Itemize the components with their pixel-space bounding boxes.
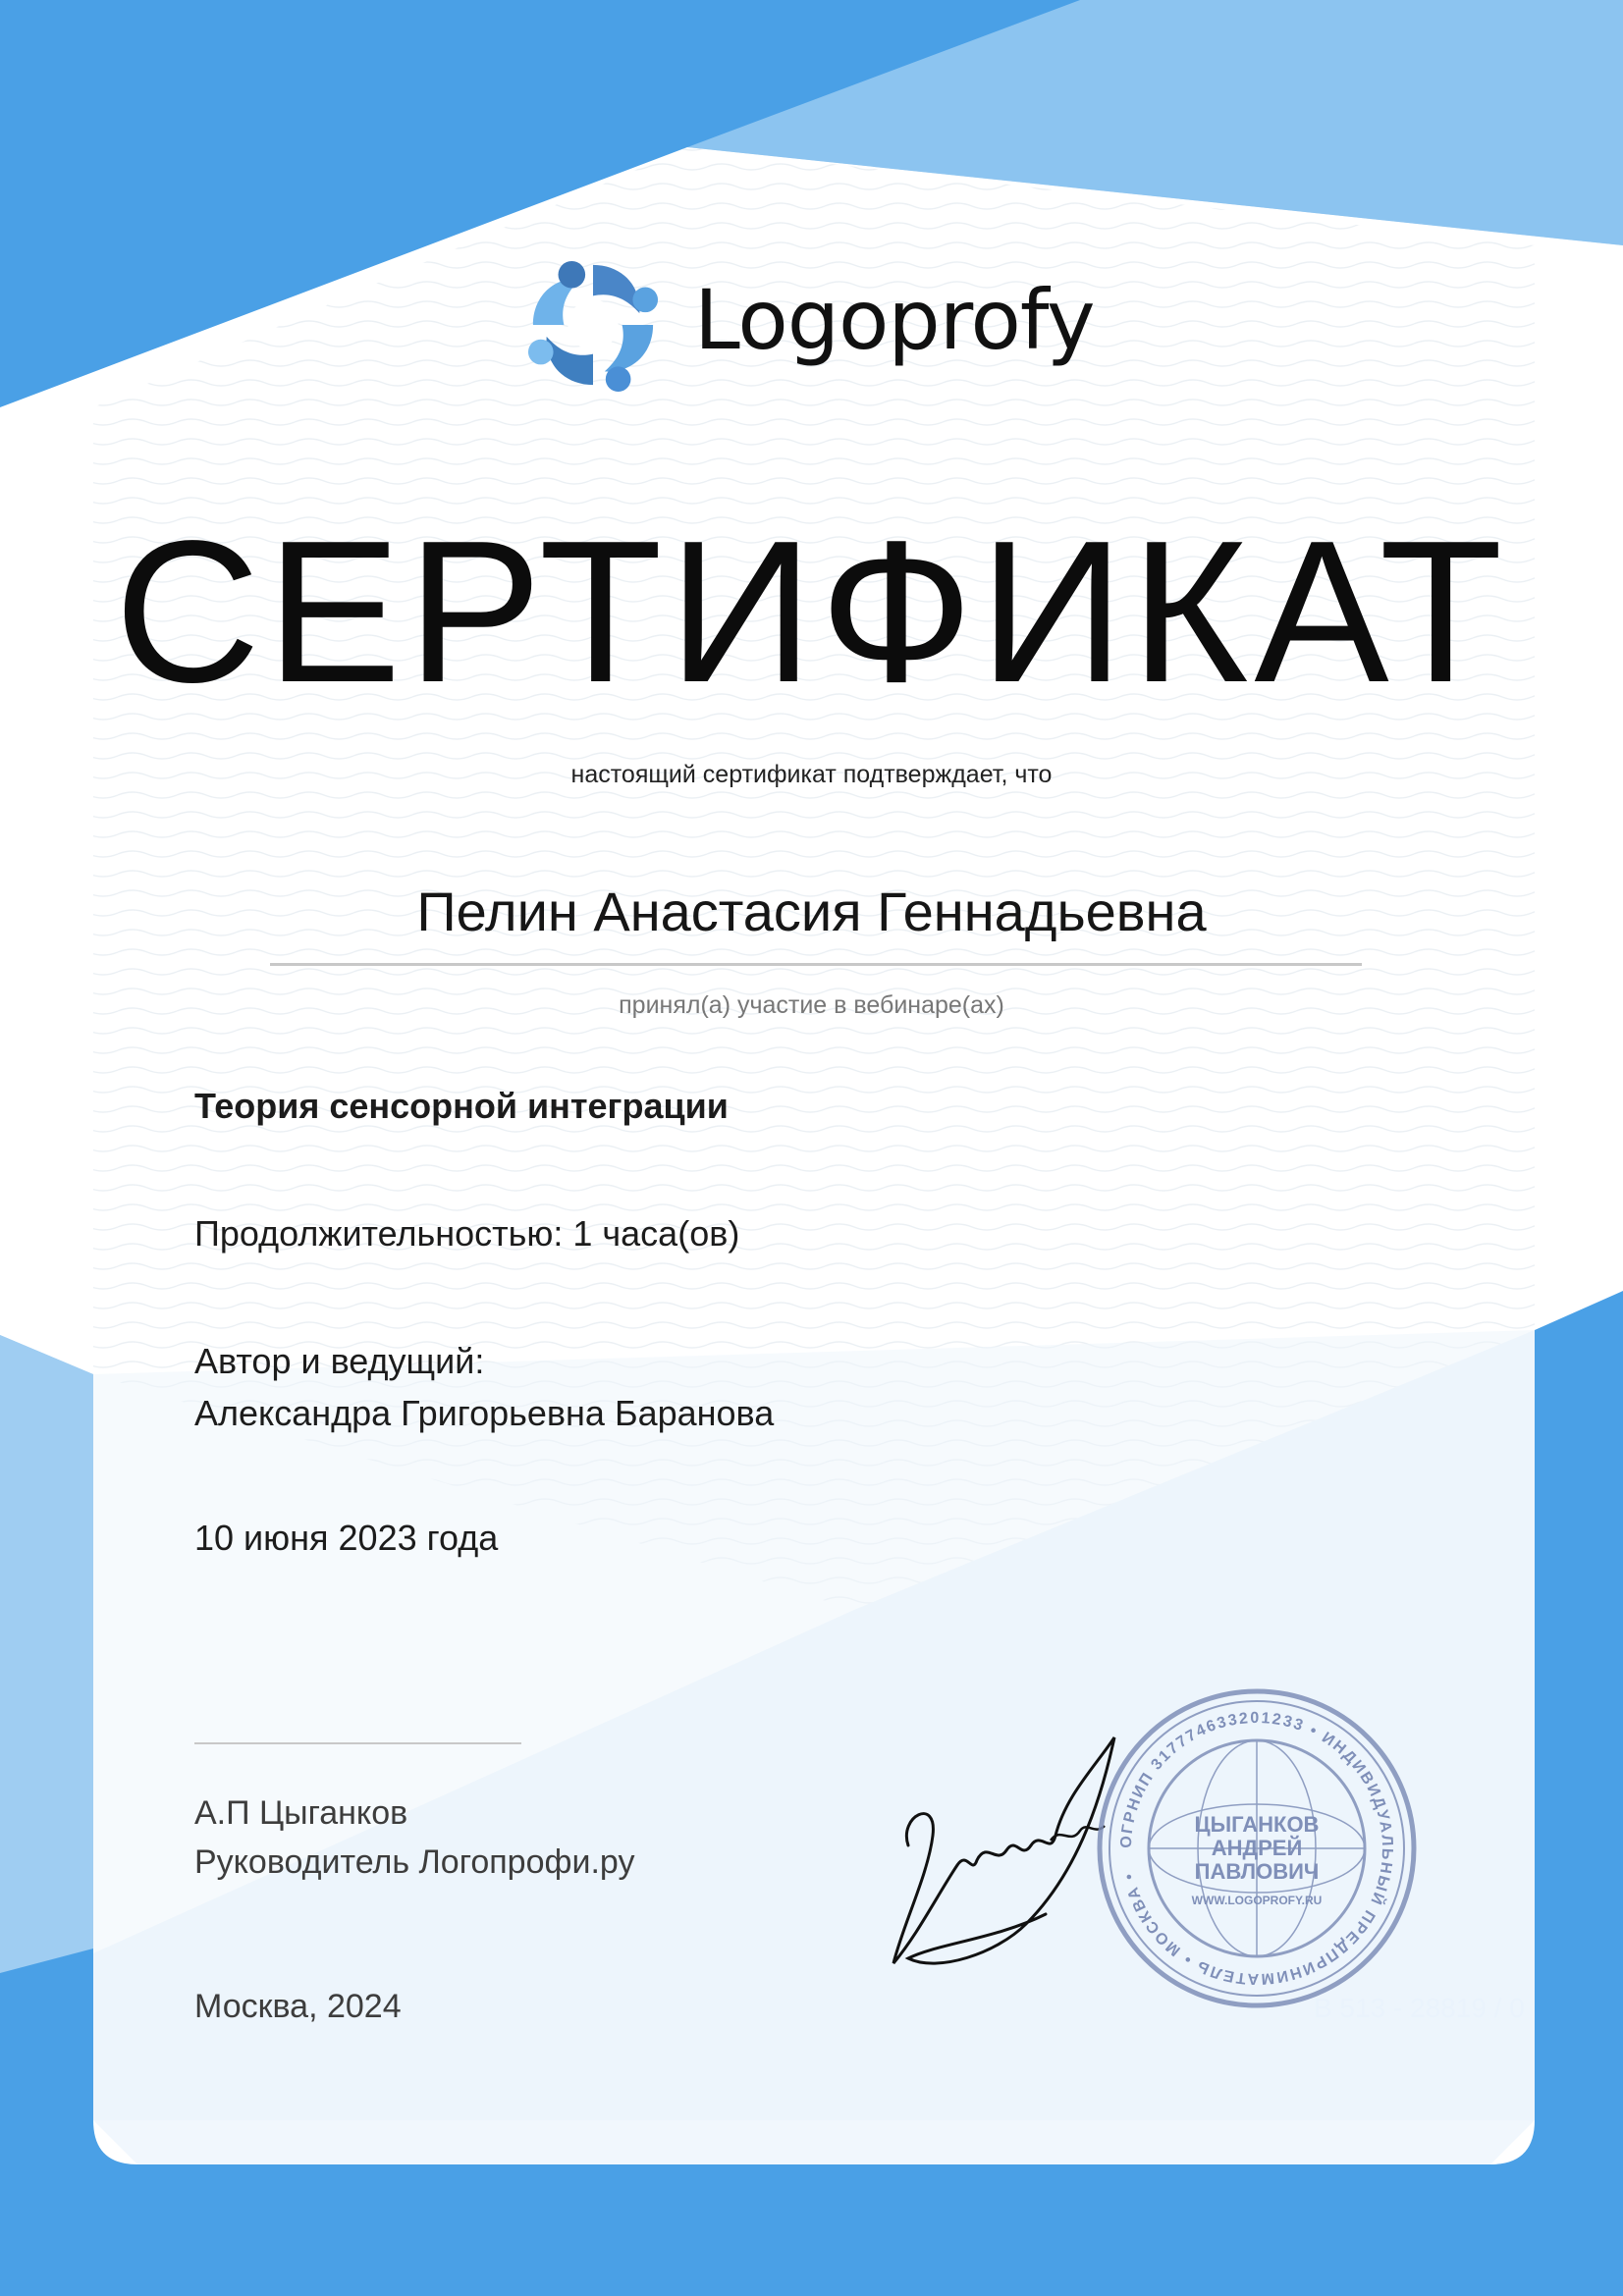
author-name: Александра Григорьевна Баранова — [194, 1393, 775, 1433]
signature-line — [194, 1742, 521, 1744]
recipient-name: Пелин Анастасия Геннадьевна — [416, 881, 1207, 942]
certificate-number: B 513 - 28819 / 0 — [1314, 1993, 1525, 2023]
event-date: 10 июня 2023 года — [194, 1518, 499, 1558]
course-duration: Продолжительностью: 1 часа(ов) — [194, 1213, 740, 1254]
name-underline — [270, 963, 1362, 966]
stamp-line-2: АНДРЕЙ — [1211, 1836, 1303, 1860]
author-label: Автор и ведущий: — [194, 1341, 485, 1381]
stamp-line-3: ПАВЛОВИЧ — [1194, 1859, 1320, 1884]
participation-text: принял(а) участие в вебинаре(ах) — [619, 991, 1004, 1019]
course-title: Теория сенсорной интеграции — [194, 1086, 729, 1126]
stamp-website: WWW.LOGOPROFY.RU — [1191, 1894, 1323, 1907]
logo — [525, 257, 1095, 404]
stamp-ring-text: ОГРНИП 317774633201233 • ИНДИВИДУАЛЬНЫЙ ПРЕДПРИНИМАТЕЛЬ • МОСКВА • — [1117, 1709, 1396, 1988]
logoprofy-swirl-icon — [525, 257, 661, 393]
official-stamp — [1095, 1686, 1419, 2010]
certificate-title: СЕРТИФИКАТ — [114, 499, 1509, 724]
certificate-subtitle: настоящий сертификат подтверждает, что — [570, 761, 1053, 788]
signer-name: А.П Цыганков — [194, 1794, 408, 1832]
stamp-line-1: ЦЫГАНКОВ — [1194, 1812, 1320, 1837]
logo-wordmark: Logoprofy — [694, 272, 1095, 368]
city-year: Москва, 2024 — [194, 1988, 402, 2025]
signer-role: Руководитель Логопрофи.ру — [194, 1843, 635, 1881]
